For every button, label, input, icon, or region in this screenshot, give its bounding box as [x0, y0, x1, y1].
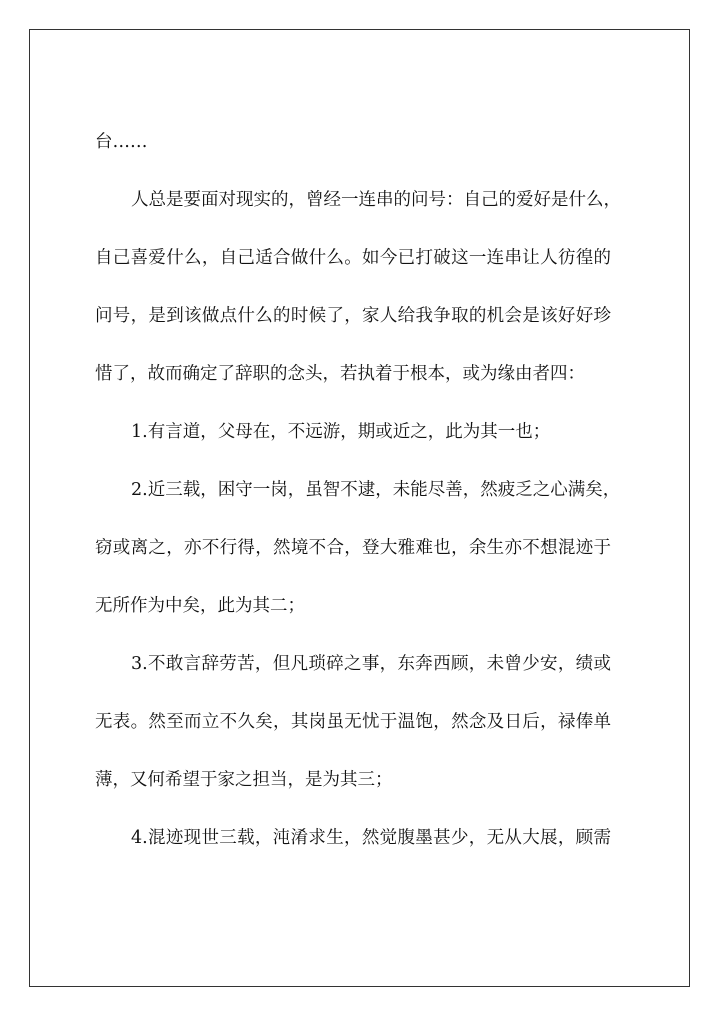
text-line: 人总是要面对现实的，曾经一连串的问号：自己的爱好是什么，	[131, 190, 621, 210]
text-line: 3.不敢言辞劳苦，但凡琐碎之事，东奔西顾，未曾少安，绩或	[131, 654, 611, 674]
document-body	[95, 122, 621, 876]
text-line: 问号，是到该做点什么的时候了，家人给我争取的机会是该好好珍	[95, 306, 611, 326]
text-line: 台……	[95, 132, 148, 152]
text-line: 1.有言道，父母在，不远游，期或近之，此为其一也；	[131, 422, 551, 442]
text-line: 薄，又何希望于家之担当，是为其三；	[95, 770, 393, 790]
text-line: 4.混迹现世三载，沌淆求生，然觉腹墨甚少，无从大展，顾需	[131, 828, 611, 848]
text-line: 惜了，故而确定了辞职的念头，若执着于根本，或为缘由者四：	[95, 364, 585, 384]
text-line: 自己喜爱什么，自己适合做什么。如今已打破这一连串让人彷徨的	[95, 248, 611, 268]
text-line: 无所作为中矣，此为其二；	[95, 596, 305, 616]
text-line: 无表。然至而立不久矣，其岗虽无忧于温饱，然念及日后，禄俸单	[95, 712, 611, 732]
text-line: 窃或离之，亦不行得，然境不合，登大雅难也，余生亦不想混迹于	[95, 538, 611, 558]
text-line: 2.近三载，困守一岗，虽智不逮，未能尽善，然疲乏之心满矣，	[131, 480, 621, 500]
